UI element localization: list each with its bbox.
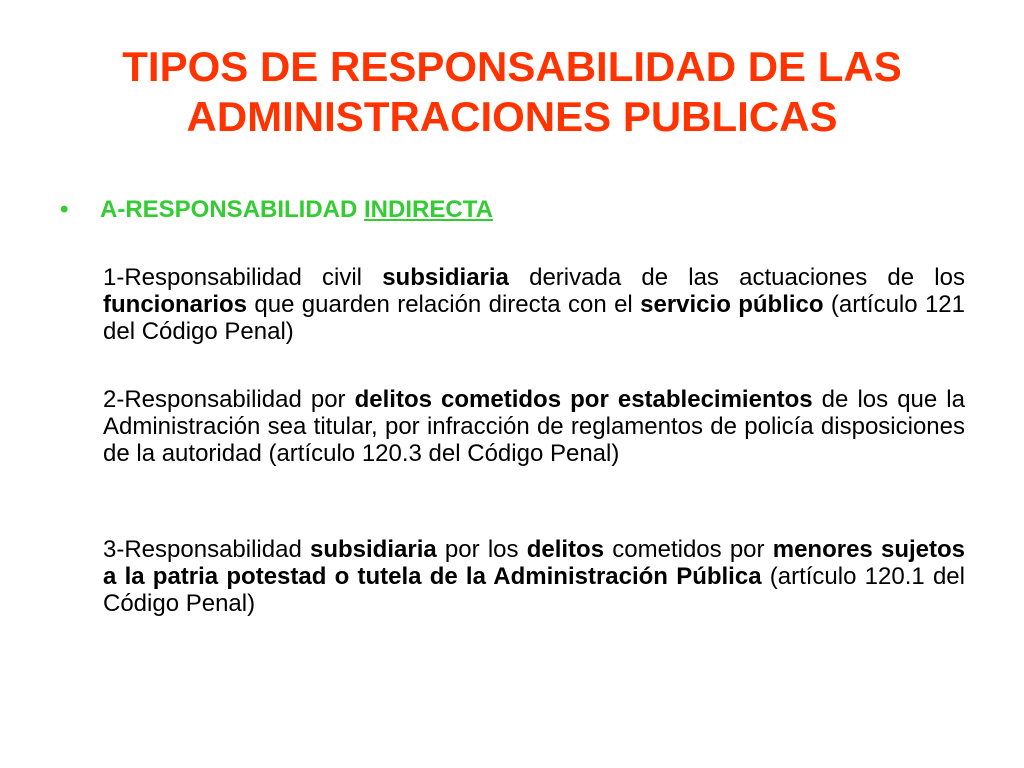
paragraph-3 — [103, 536, 965, 617]
text-segment: (artículo 121 del Código Penal) — [103, 291, 966, 345]
slide-title-line-2: ADMINISTRACIONES PUBLICAS — [186, 93, 838, 140]
bullet-heading-text — [100, 196, 493, 223]
bullet-dot-icon: • — [60, 196, 69, 223]
text-segment: por los — [436, 536, 527, 563]
bold-text-segment: servicio público — [640, 291, 824, 318]
slide-title — [60, 42, 964, 142]
slide-title-line-1: TIPOS DE RESPONSABILIDAD DE LAS — [122, 43, 902, 90]
paragraph-1 — [103, 264, 965, 345]
bold-text-segment: subsidiaria — [310, 536, 437, 563]
text-segment: 1-Responsabilidad civil — [103, 264, 383, 291]
paragraph-2 — [103, 386, 965, 467]
bold-text-segment: funcionarios — [103, 291, 248, 318]
bullet-heading — [60, 196, 964, 224]
text-segment: cometidos por — [604, 536, 773, 563]
text-segment: derivada de las actuaciones de los — [508, 264, 965, 291]
text-segment: de los que la Administración sea titular, por infracción de reglamentos de policía disposiciones de la autoridad (artículo 120.3 del Código Penal) — [103, 386, 965, 467]
bold-text-segment: delitos — [526, 536, 605, 563]
text-segment: 3-Responsabilidad — [103, 536, 310, 563]
bullet-heading-prefix: A-RESPONSABILIDAD — [100, 196, 365, 223]
text-segment: (artículo 120.1 del Código Penal) — [103, 563, 965, 617]
bold-text-segment: menores sujetos a la patria potestad o tutela de la Administración Pública — [103, 536, 966, 590]
bold-text-segment: delitos cometidos por establecimientos — [354, 386, 813, 413]
text-segment: que guarden relación directa con el — [247, 291, 641, 318]
bold-text-segment: subsidiaria — [382, 264, 509, 291]
text-segment: 2-Responsabilidad por — [103, 386, 355, 413]
bullet-heading-underlined: INDIRECTA — [364, 196, 493, 223]
